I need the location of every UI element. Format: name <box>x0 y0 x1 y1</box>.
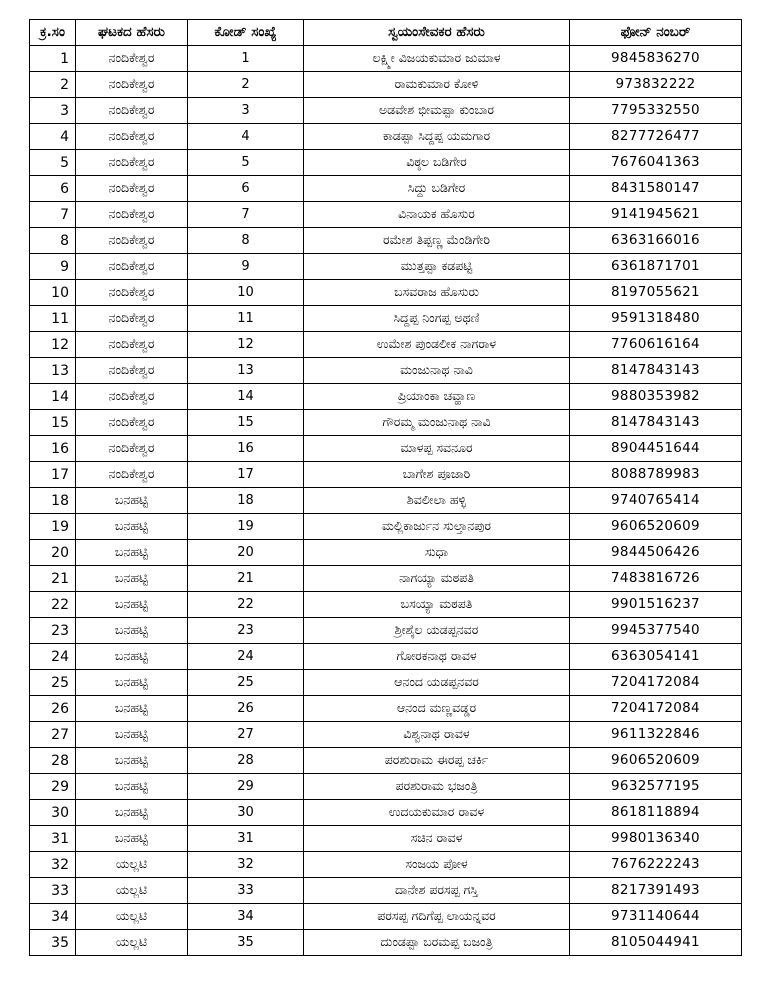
cell-name: ಬಾಗೇಶ ಪೂಜಾರಿ <box>304 462 570 488</box>
cell-code: 18 <box>188 488 304 514</box>
cell-name: ದಾನೇಶ ಪರಸಪ್ಪ ಗಸ್ತಿ <box>304 878 570 904</box>
cell-name: ರಮೇಶ ತಿಪ್ಪಣ್ಣ ಮೆಂಡಿಗೇರಿ <box>304 228 570 254</box>
cell-serial: 22 <box>30 592 76 618</box>
cell-serial: 1 <box>30 46 76 72</box>
cell-phone: 9632577195 <box>570 774 742 800</box>
cell-code: 19 <box>188 514 304 540</box>
table-row <box>30 46 742 72</box>
cell-unit: ಯಲ್ಲಟಿ <box>76 904 188 930</box>
cell-serial: 19 <box>30 514 76 540</box>
cell-unit: ಬನಹಟ್ಟಿ <box>76 488 188 514</box>
cell-phone: 7795332550 <box>570 98 742 124</box>
cell-unit: ಬನಹಟ್ಟಿ <box>76 774 188 800</box>
cell-unit: ನಂದಿಕೇಶ್ವರ <box>76 358 188 384</box>
cell-serial: 26 <box>30 696 76 722</box>
cell-name: ಮಲ್ಲಿಕಾರ್ಜುನ ಸುಲ್ತಾನಪುರ <box>304 514 570 540</box>
cell-unit: ನಂದಿಕೇಶ್ವರ <box>76 254 188 280</box>
cell-phone: 9611322846 <box>570 722 742 748</box>
cell-unit: ಬನಹಟ್ಟಿ <box>76 566 188 592</box>
cell-serial: 34 <box>30 904 76 930</box>
cell-phone: 7760616164 <box>570 332 742 358</box>
cell-phone: 8147843143 <box>570 410 742 436</box>
header-phone: ಫೋನ್ ನಂಬರ್ <box>570 20 742 46</box>
cell-code: 20 <box>188 540 304 566</box>
cell-phone: 8197055621 <box>570 280 742 306</box>
cell-code: 3 <box>188 98 304 124</box>
table-row <box>30 852 742 878</box>
cell-unit: ಬನಹಟ್ಟಿ <box>76 618 188 644</box>
table-row <box>30 332 742 358</box>
cell-phone: 8618118894 <box>570 800 742 826</box>
cell-serial: 20 <box>30 540 76 566</box>
cell-code: 30 <box>188 800 304 826</box>
cell-phone: 973832222 <box>570 72 742 98</box>
table-row <box>30 72 742 98</box>
cell-phone: 9731140644 <box>570 904 742 930</box>
cell-serial: 5 <box>30 150 76 176</box>
cell-code: 32 <box>188 852 304 878</box>
cell-name: ದುಂಡಪ್ಪಾ ಬರಮಪ್ಪ ಬಜಂತ್ರಿ <box>304 930 570 956</box>
table-row <box>30 670 742 696</box>
cell-serial: 16 <box>30 436 76 462</box>
cell-serial: 27 <box>30 722 76 748</box>
cell-unit: ನಂದಿಕೇಶ್ವರ <box>76 176 188 202</box>
cell-phone: 6361871701 <box>570 254 742 280</box>
table-row <box>30 800 742 826</box>
cell-serial: 6 <box>30 176 76 202</box>
cell-unit: ಬನಹಟ್ಟಿ <box>76 514 188 540</box>
cell-name: ಸಚಿನ ರಾವಳ <box>304 826 570 852</box>
cell-phone: 7676041363 <box>570 150 742 176</box>
table-row <box>30 436 742 462</box>
cell-unit: ನಂದಿಕೇಶ್ವರ <box>76 436 188 462</box>
cell-code: 4 <box>188 124 304 150</box>
cell-name: ಮಂಜುನಾಥ ನಾವಿ <box>304 358 570 384</box>
cell-phone: 9606520609 <box>570 748 742 774</box>
cell-code: 35 <box>188 930 304 956</box>
cell-code: 29 <box>188 774 304 800</box>
cell-phone: 7483816726 <box>570 566 742 592</box>
cell-name: ಅಡವೇಶ ಭೀಮಪ್ಪಾ ಕುಂಬಾರ <box>304 98 570 124</box>
cell-unit: ಬನಹಟ್ಟಿ <box>76 696 188 722</box>
cell-name: ಉಮೇಶ ಪುಂಡಲೀಕ ನಾಗರಾಳ <box>304 332 570 358</box>
cell-serial: 12 <box>30 332 76 358</box>
cell-serial: 28 <box>30 748 76 774</box>
cell-code: 11 <box>188 306 304 332</box>
cell-code: 15 <box>188 410 304 436</box>
cell-code: 33 <box>188 878 304 904</box>
cell-code: 9 <box>188 254 304 280</box>
cell-name: ಬಸಯ್ಯಾ ಮಠಪತಿ <box>304 592 570 618</box>
cell-code: 13 <box>188 358 304 384</box>
cell-name: ವಿಠ್ಠಲ ಬಡಿಗೇರ <box>304 150 570 176</box>
cell-serial: 9 <box>30 254 76 280</box>
cell-name: ಸುಧಾ <box>304 540 570 566</box>
cell-serial: 32 <box>30 852 76 878</box>
cell-name: ಪರಶುರಾಮ ಭಜಂತ್ರಿ <box>304 774 570 800</box>
cell-unit: ಯಲ್ಲಟಿ <box>76 930 188 956</box>
cell-unit: ನಂದಿಕೇಶ್ವರ <box>76 150 188 176</box>
cell-phone: 9945377540 <box>570 618 742 644</box>
cell-unit: ಯಲ್ಲಟಿ <box>76 878 188 904</box>
cell-name: ಸಂಜಯ ಪೋಳ <box>304 852 570 878</box>
cell-phone: 7204172084 <box>570 696 742 722</box>
table-row <box>30 514 742 540</box>
cell-code: 31 <box>188 826 304 852</box>
cell-serial: 31 <box>30 826 76 852</box>
cell-name: ಶ್ರೀಶೈಲ ಯಡಪ್ಪನವರ <box>304 618 570 644</box>
table-header <box>30 20 742 46</box>
cell-unit: ನಂದಿಕೇಶ್ವರ <box>76 410 188 436</box>
table-row <box>30 774 742 800</box>
cell-code: 25 <box>188 670 304 696</box>
cell-serial: 10 <box>30 280 76 306</box>
table-body <box>30 46 742 956</box>
cell-serial: 24 <box>30 644 76 670</box>
cell-serial: 23 <box>30 618 76 644</box>
cell-serial: 13 <box>30 358 76 384</box>
cell-serial: 2 <box>30 72 76 98</box>
cell-name: ನಾಗಯ್ಯಾ ಮಠಪತಿ <box>304 566 570 592</box>
cell-code: 7 <box>188 202 304 228</box>
cell-phone: 9845836270 <box>570 46 742 72</box>
cell-serial: 11 <box>30 306 76 332</box>
table-row <box>30 644 742 670</box>
cell-code: 14 <box>188 384 304 410</box>
cell-code: 16 <box>188 436 304 462</box>
cell-unit: ನಂದಿಕೇಶ್ವರ <box>76 280 188 306</box>
cell-unit: ಬನಹಟ್ಟಿ <box>76 722 188 748</box>
cell-phone: 9740765414 <box>570 488 742 514</box>
cell-phone: 8105044941 <box>570 930 742 956</box>
cell-serial: 14 <box>30 384 76 410</box>
header-name: ಸ್ವಯಂಸೇವಕರ ಹೆಸರು <box>304 20 570 46</box>
cell-code: 34 <box>188 904 304 930</box>
cell-unit: ಬನಹಟ್ಟಿ <box>76 592 188 618</box>
cell-serial: 33 <box>30 878 76 904</box>
cell-name: ಗೌರಮ್ಮ ಮಂಜುನಾಥ ನಾವಿ <box>304 410 570 436</box>
cell-phone: 8217391493 <box>570 878 742 904</box>
table-row <box>30 254 742 280</box>
cell-phone: 8147843143 <box>570 358 742 384</box>
cell-unit: ನಂದಿಕೇಶ್ವರ <box>76 72 188 98</box>
table-row <box>30 384 742 410</box>
cell-code: 6 <box>188 176 304 202</box>
cell-unit: ನಂದಿಕೇಶ್ವರ <box>76 384 188 410</box>
cell-unit: ನಂದಿಕೇಶ್ವರ <box>76 332 188 358</box>
cell-name: ಪ್ರಿಯಾಂಕಾ ಚವ್ಹಾಣ <box>304 384 570 410</box>
cell-phone: 9591318480 <box>570 306 742 332</box>
cell-name: ವಿಶ್ವನಾಥ ರಾವಳ <box>304 722 570 748</box>
table-row <box>30 748 742 774</box>
cell-name: ಆನಂದ ಯಡಪ್ಪನವರ <box>304 670 570 696</box>
table-row <box>30 930 742 956</box>
cell-phone: 9880353982 <box>570 384 742 410</box>
cell-code: 26 <box>188 696 304 722</box>
header-row <box>30 20 742 46</box>
cell-phone: 9141945621 <box>570 202 742 228</box>
cell-unit: ನಂದಿಕೇಶ್ವರ <box>76 98 188 124</box>
cell-name: ಕಾಡಪ್ಪಾ ಸಿದ್ದಪ್ಪ ಯಮಗಾರ <box>304 124 570 150</box>
table-row <box>30 358 742 384</box>
cell-unit: ನಂದಿಕೇಶ್ವರ <box>76 202 188 228</box>
cell-phone: 9606520609 <box>570 514 742 540</box>
table-row <box>30 202 742 228</box>
table-row <box>30 124 742 150</box>
cell-code: 22 <box>188 592 304 618</box>
cell-code: 5 <box>188 150 304 176</box>
table-row <box>30 696 742 722</box>
cell-phone: 8431580147 <box>570 176 742 202</box>
cell-phone: 7204172084 <box>570 670 742 696</box>
cell-phone: 8088789983 <box>570 462 742 488</box>
table-row <box>30 878 742 904</box>
cell-serial: 4 <box>30 124 76 150</box>
cell-phone: 9980136340 <box>570 826 742 852</box>
cell-serial: 30 <box>30 800 76 826</box>
cell-serial: 18 <box>30 488 76 514</box>
cell-unit: ನಂದಿಕೇಶ್ವರ <box>76 46 188 72</box>
cell-code: 28 <box>188 748 304 774</box>
cell-serial: 21 <box>30 566 76 592</box>
cell-serial: 8 <box>30 228 76 254</box>
cell-code: 8 <box>188 228 304 254</box>
table-row <box>30 904 742 930</box>
cell-phone: 9901516237 <box>570 592 742 618</box>
cell-serial: 3 <box>30 98 76 124</box>
cell-name: ಉದಯಕುಮಾರ ರಾವಳ <box>304 800 570 826</box>
table-row <box>30 566 742 592</box>
table-row <box>30 150 742 176</box>
table-row <box>30 826 742 852</box>
cell-unit: ಯಲ್ಲಟಿ <box>76 852 188 878</box>
cell-name: ಪರಶುರಾಮ ಈರಪ್ಪ ಚರ್ಕಿ <box>304 748 570 774</box>
table-row <box>30 228 742 254</box>
cell-code: 27 <box>188 722 304 748</box>
table-row <box>30 540 742 566</box>
cell-name: ಆನಂದ ಮಣ್ಣವಡ್ಡರ <box>304 696 570 722</box>
cell-code: 23 <box>188 618 304 644</box>
cell-name: ಗೋರಕನಾಥ ರಾವಳ <box>304 644 570 670</box>
cell-code: 24 <box>188 644 304 670</box>
table-row <box>30 722 742 748</box>
cell-unit: ನಂದಿಕೇಶ್ವರ <box>76 124 188 150</box>
cell-unit: ನಂದಿಕೇಶ್ವರ <box>76 228 188 254</box>
table-row <box>30 462 742 488</box>
table-row <box>30 98 742 124</box>
cell-name: ಶಿವಲೀಲಾ ಹಳ್ಳಿ <box>304 488 570 514</box>
cell-unit: ಬನಹಟ್ಟಿ <box>76 644 188 670</box>
header-unit: ಘಟಕದ ಹೆಸರು <box>76 20 188 46</box>
cell-code: 1 <box>188 46 304 72</box>
cell-name: ಲಕ್ಷ್ಮೀ ವಿಜಯಕುಮಾರ ಜುಮಾಳ <box>304 46 570 72</box>
cell-unit: ಬನಹಟ್ಟಿ <box>76 826 188 852</box>
cell-unit: ನಂದಿಕೇಶ್ವರ <box>76 306 188 332</box>
cell-serial: 15 <box>30 410 76 436</box>
cell-name: ಬಸವರಾಜ ಹೊಸುರು <box>304 280 570 306</box>
cell-unit: ಬನಹಟ್ಟಿ <box>76 800 188 826</box>
cell-name: ಸಿದ್ದು ಬಡಿಗೇರ <box>304 176 570 202</box>
cell-name: ರಾಮಕುಮಾರ ಕೋಳಿ <box>304 72 570 98</box>
cell-phone: 9844506426 <box>570 540 742 566</box>
table-row <box>30 618 742 644</box>
cell-phone: 6363054141 <box>570 644 742 670</box>
cell-code: 21 <box>188 566 304 592</box>
table-row <box>30 488 742 514</box>
cell-serial: 29 <box>30 774 76 800</box>
cell-code: 17 <box>188 462 304 488</box>
cell-unit: ನಂದಿಕೇಶ್ವರ <box>76 462 188 488</box>
cell-name: ಮುತ್ತಪ್ಪಾ ಕಡಪಟ್ಟಿ <box>304 254 570 280</box>
volunteer-table <box>29 19 742 956</box>
cell-phone: 8277726477 <box>570 124 742 150</box>
cell-serial: 17 <box>30 462 76 488</box>
cell-code: 2 <box>188 72 304 98</box>
cell-name: ಸಿದ್ದಪ್ಪ ನಿಂಗಪ್ಪ ಅಥಣಿ <box>304 306 570 332</box>
cell-unit: ಬನಹಟ್ಟಿ <box>76 670 188 696</box>
cell-name: ವಿನಾಯಕ ಹೊಸುರ <box>304 202 570 228</box>
cell-phone: 7676222243 <box>570 852 742 878</box>
header-serial: ಕ್ರ.ಸಂ <box>30 20 76 46</box>
table-row <box>30 306 742 332</box>
cell-serial: 25 <box>30 670 76 696</box>
header-code: ಕೋಡ್ ಸಂಖ್ಯೆ <box>188 20 304 46</box>
cell-unit: ಬನಹಟ್ಟಿ <box>76 540 188 566</box>
cell-name: ಪರಸಪ್ಪ ಗದಿಗೆಪ್ಪ ಲಾಯನ್ನವರ <box>304 904 570 930</box>
cell-name: ಮಾಳಪ್ಪ ಸವನೂರ <box>304 436 570 462</box>
cell-code: 12 <box>188 332 304 358</box>
cell-phone: 6363166016 <box>570 228 742 254</box>
cell-serial: 35 <box>30 930 76 956</box>
cell-serial: 7 <box>30 202 76 228</box>
table-row <box>30 280 742 306</box>
cell-code: 10 <box>188 280 304 306</box>
cell-unit: ಬನಹಟ್ಟಿ <box>76 748 188 774</box>
table-row <box>30 176 742 202</box>
cell-phone: 8904451644 <box>570 436 742 462</box>
table-row <box>30 592 742 618</box>
table-row <box>30 410 742 436</box>
